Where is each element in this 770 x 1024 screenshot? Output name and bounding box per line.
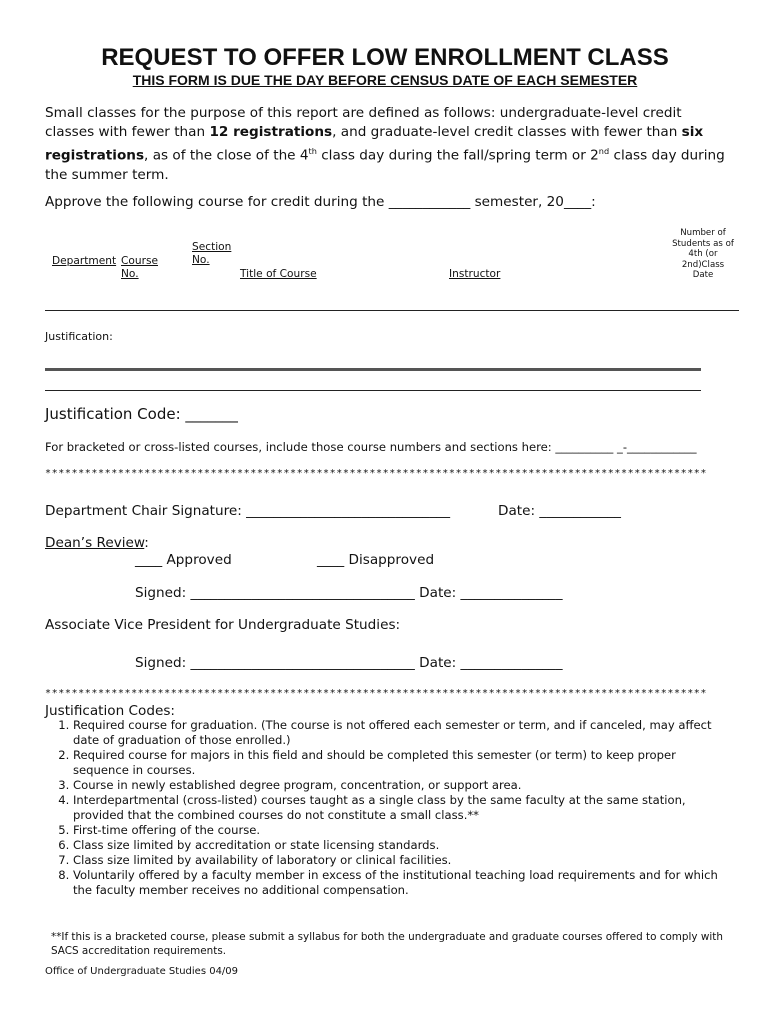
table-entry-line[interactable]	[45, 310, 739, 311]
col-department: Department	[52, 255, 117, 267]
list-item: 7. Class size limited by availability of laboratory or clinical facilities.	[73, 853, 735, 868]
justification-label: Justification:	[45, 330, 113, 343]
chair-signature-field[interactable]: Department Chair Signature: ______________________________	[45, 503, 451, 519]
footnote: **If this is a bracketed course, please submit a syllabus for both the undergraduate and graduate courses offered to comply with SACS accreditation requirements.	[51, 931, 723, 957]
dean-disapproved-field[interactable]: ____ Disapproved	[317, 552, 435, 568]
list-item: 3. Course in newly established degree program, concentration, or support area.	[73, 778, 735, 793]
col-section-no: Section No.	[192, 241, 232, 266]
divider-stars: ****************************************************************************************************	[45, 468, 708, 479]
bracketed-courses-field[interactable]: For bracketed or cross-listed courses, include those course numbers and sections here: __________ _-____________	[45, 440, 697, 454]
dean-approved-field[interactable]: ____ Approved	[135, 552, 232, 568]
chair-date-field[interactable]: Date: ____________	[498, 503, 621, 519]
avp-signed-field[interactable]: Signed: _________________________________ Date: _______________	[135, 655, 563, 671]
list-item: 5. First-time offering of the course.	[73, 823, 735, 838]
list-item: 8. Voluntarily offered by a faculty member in excess of the institutional teaching load requirements and for which the faculty member receives no additional compensation.	[73, 868, 735, 898]
avp-heading: Associate Vice President for Undergraduate Studies:	[45, 617, 401, 633]
intro-paragraph: Small classes for the purpose of this report are defined as follows: undergraduate-level credit classes with fewer than 12 registrations, and graduate-level credit classes with fewer than six registrations, as of the close of the 4th class day during the fall/spring term or 2nd class day during the summer term.	[45, 105, 725, 183]
list-item: 2. Required course for majors in this field and should be completed this semester (or term) to keep proper sequence in courses.	[73, 748, 735, 778]
form-title: REQUEST TO OFFER LOW ENROLLMENT CLASS	[101, 44, 669, 71]
col-title-of-course: Title of Course	[240, 268, 317, 280]
col-number-of-students: Number of Students as of 4th (or 2nd)Class Date	[672, 228, 734, 280]
form-subtitle: THIS FORM IS DUE THE DAY BEFORE CENSUS DATE OF EACH SEMESTER	[132, 72, 638, 88]
justification-line-1[interactable]	[45, 368, 701, 371]
list-item: 4. Interdepartmental (cross-listed) courses taught as a single class by the same faculty at the same station, provided that the combined courses do not constitute a small class.**	[73, 793, 735, 823]
justification-line-2[interactable]	[45, 390, 701, 391]
list-item: 6. Class size limited by accreditation or state licensing standards.	[73, 838, 735, 853]
deans-review-heading: Dean’s Review:	[45, 535, 149, 551]
list-item: 1. Required course for graduation. (The course is not offered each semester or term, and if canceled, may affect date of graduation of those enrolled.)	[73, 718, 735, 748]
col-course-no: Course No.	[121, 255, 158, 280]
footer-office: Office of Undergraduate Studies 04/09	[45, 966, 239, 977]
justification-codes-list	[45, 718, 735, 898]
dean-signed-field[interactable]: Signed: _________________________________ Date: _______________	[135, 585, 563, 601]
col-instructor: Instructor	[449, 268, 501, 280]
justification-code-field[interactable]: Justification Code: _______	[45, 405, 238, 423]
justification-codes-heading: Justification Codes:	[45, 703, 176, 719]
divider-stars-2: ****************************************************************************************************	[45, 688, 708, 699]
approve-semester-line[interactable]: Approve the following course for credit during the ____________ semester, 20____:	[45, 194, 596, 210]
